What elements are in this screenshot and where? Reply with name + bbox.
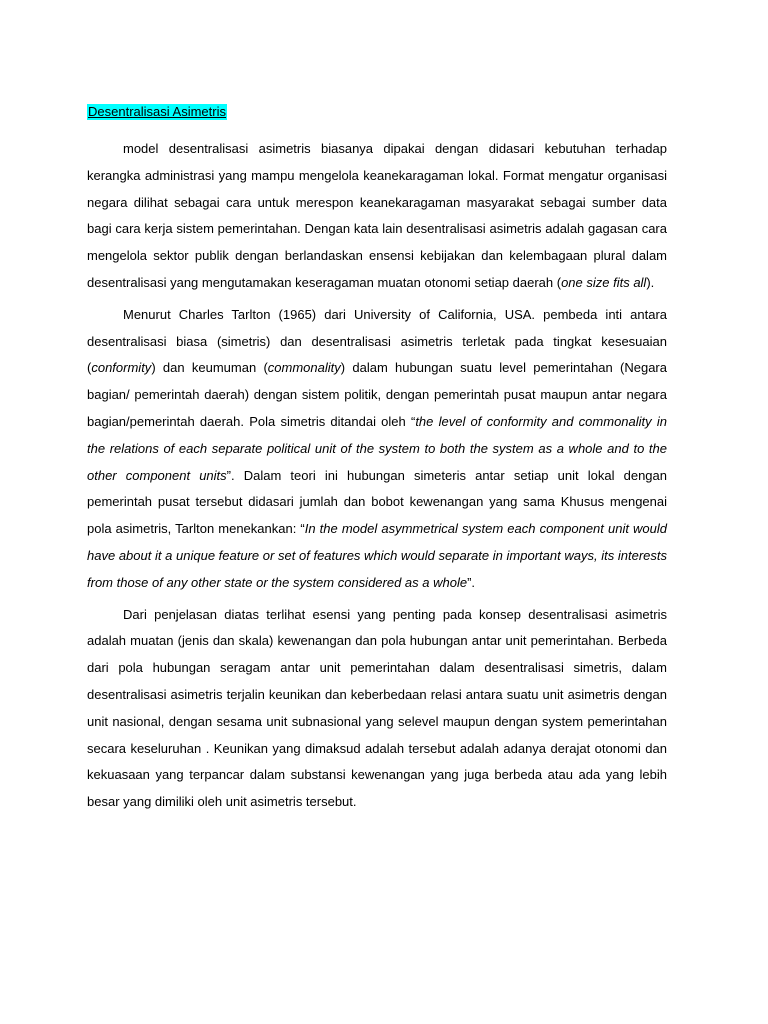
paragraph-text: Menurut Charles Tarlton (1965) dari University of California, USA. pembeda inti antara desentralisasi biasa (simetris) dan desentralisasi asimetris terletak pada tingkat kesesuaian ( xyxy=(87,306,667,376)
paragraph-text: model desentralisasi asimetris biasanya dipakai dengan didasari kebutuhan terhadap kerangka administrasi yang mampu mengelola keanekaragaman lokal. Format mengatur organisasi negara dilihat sebagai cara untuk merespon keanekaragaman masyarakat sebagai sumber data bagi cara kerja sistem pemerintahan. Dengan kata lain desentralisasi asimetris adalah gagasan cara mengelola sektor publik dengan berlandaskan ensensi kebijakan dan kelembagaan plural dalam desentralisasi yang mengutamakan keseragaman muatan otonomi setiap daerah ( xyxy=(87,141,667,290)
paragraph-text: ”. xyxy=(467,574,476,590)
paragraph-text: ) dan keumuman ( xyxy=(151,360,268,376)
paragraph-text: Dari penjelasan diatas terlihat esensi yang penting pada konsep desentralisasi asimetris adalah muatan (jenis dan skala) kewenangan dan pola hubungan antar unit pemerintahan. Berbeda dari pola hubungan seragam antar unit pemerintahan dalam desentralisasi simetris, dalam desentralisasi asimetris terjalin keunikan dan keberbedaan relasi antara suatu unit asimetris dengan unit nasional, dengan sesama unit subnasional yang selevel maupun dengan system pemerintahan secara keseluruhan . Keunikan yang dimaksud adalah tersebut adalah adanya derajat otonomi dan kekuasaan yang terpancar dalam substansi kewenangan yang juga berbeda atau ada yang lebih besar yang dimiliki oleh unit asimetris tersebut. xyxy=(87,606,667,810)
italic-text: commonality xyxy=(267,360,341,376)
paragraph-text: ) dalam hubungan suatu level pemerintahan (Negara bagian/ pemerintah daerah) dengan sistem politik, dengan pemerintah pusat maupun antar negara bagian/pemerintah daerah. Pola simetris ditandai oleh “ xyxy=(87,360,667,429)
paragraph-text: ). xyxy=(646,274,655,290)
italic-text: conformity xyxy=(91,360,152,376)
italic-text: the level of conformity and commonality in the relations of each separate political unit of the system to both the system as a whole and to the other component units xyxy=(87,413,667,483)
document-body xyxy=(87,136,667,816)
italic-text: one size fits all xyxy=(561,274,647,290)
italic-text: In the model asymmetrical system each component unit would have about it a unique feature or set of features which would separate in important ways, its interests from those of any other state or the system considered as a whole xyxy=(87,521,668,590)
paragraph xyxy=(87,302,667,597)
paragraph xyxy=(87,602,667,816)
paragraph xyxy=(87,136,667,297)
section-heading: Desentralisasi Asimetris xyxy=(88,104,226,119)
paragraph-text: ”. Dalam teori ini hubungan simeteris antar setiap unit lokal dengan pemerintah pusat tersebut didasari jumlah dan bobot kewenangan yang sama Khusus mengenai pola asimetris, Tarlton menekankan: “ xyxy=(87,467,667,537)
